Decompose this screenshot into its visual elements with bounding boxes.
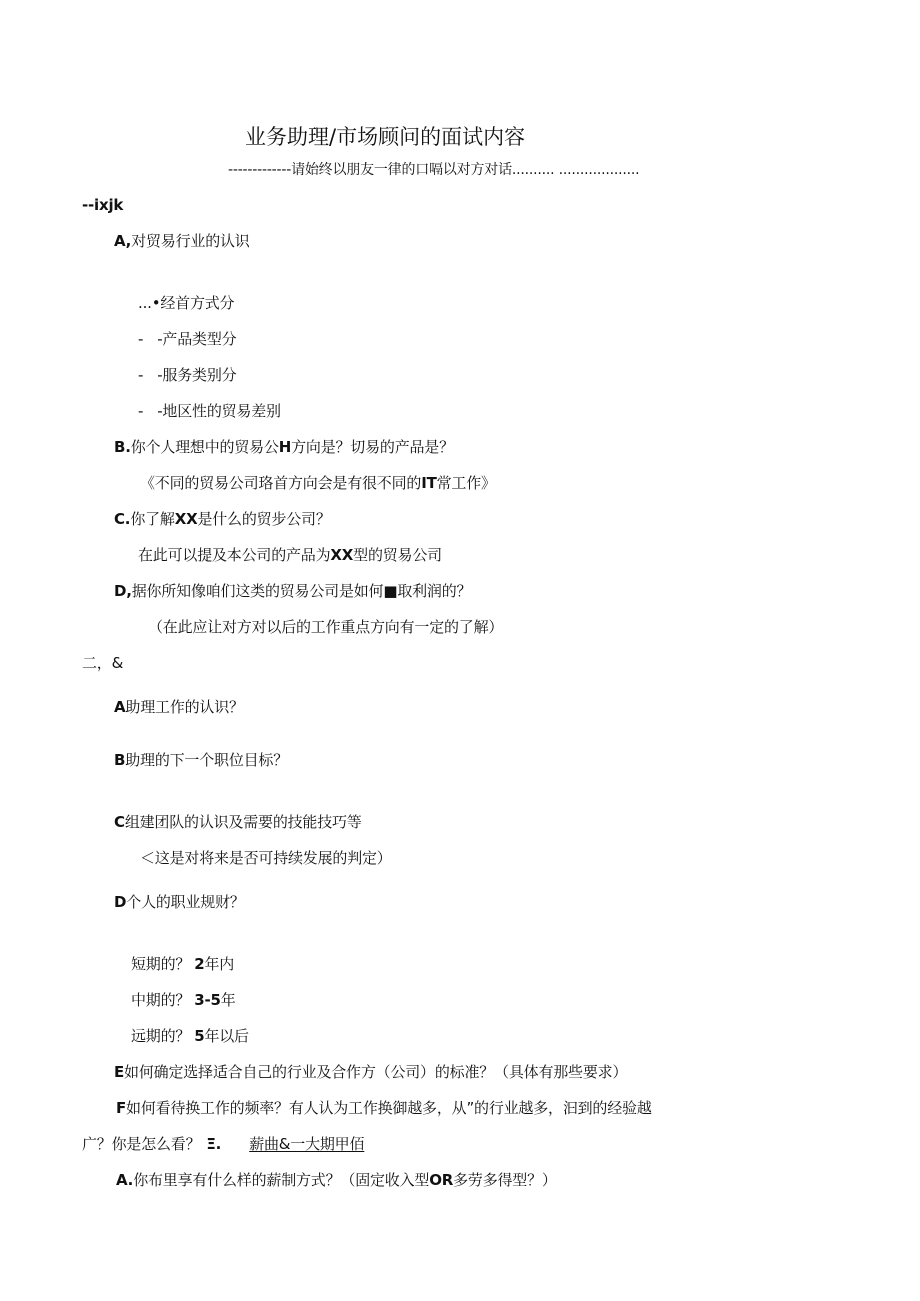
question-text: 助理的下一个职位目标？: [125, 751, 289, 769]
list-dash: -: [138, 402, 144, 420]
question-2b: [114, 750, 288, 770]
question-text-bold: XX: [174, 510, 198, 528]
note-2c: ＜这是对将来是否可持续发展的判定）: [140, 849, 392, 867]
question-text-bold: H: [278, 438, 292, 456]
note-1d: （在此应让对方对以后的工作重点方向有一定的了解）: [148, 618, 504, 636]
question-marker: F: [116, 1099, 127, 1117]
note-text: 型的贸易公司: [353, 546, 442, 564]
question-text: 如何确定选择适合自己的行业及合作方（公司）的标准？（具体有那些要求）: [124, 1063, 628, 1081]
term-label: 短期的？: [131, 955, 191, 973]
question-text: 你个人理想中的贸易公: [130, 438, 279, 456]
note-text: 《不同的贸易公司珞首方向会是有很不同的: [140, 474, 422, 492]
list-item-text: -服务类别分: [157, 366, 237, 384]
question-marker: A.: [116, 1171, 134, 1189]
question-text: 助理工作的认识？: [125, 698, 244, 716]
term-unit: 年内: [204, 955, 235, 973]
note-1c: [138, 545, 442, 565]
career-short-term: [131, 954, 234, 974]
question-marker: E: [114, 1063, 125, 1081]
question-text: 你了解: [130, 510, 175, 528]
question-1d: [114, 581, 471, 601]
question-marker: D,: [114, 582, 132, 600]
term-unit: 年以后: [204, 1027, 249, 1045]
note-text-bold: XX: [330, 546, 354, 564]
question-2f-continued: [82, 1134, 364, 1154]
list-item-text: -地区性的贸易差别: [157, 402, 281, 420]
bullet-business-mode: ...•经首方式分: [138, 294, 235, 312]
term-label: 中期的？: [131, 991, 191, 1009]
term-value: 2: [194, 955, 205, 973]
question-3a: [116, 1170, 557, 1190]
section-3-heading: 薪曲&一大期甲佰: [249, 1135, 365, 1153]
term-value: 5: [194, 1027, 205, 1045]
document-title: 业务助理/市场顾问的面试内容: [245, 125, 526, 149]
question-marker: D: [114, 893, 127, 911]
list-item-product-type: [138, 329, 236, 349]
career-mid-term: [131, 990, 236, 1010]
question-2f: [116, 1098, 652, 1118]
question-marker: A,: [114, 232, 132, 250]
question-marker: C.: [114, 510, 131, 528]
term-value: 3-5: [194, 991, 221, 1009]
question-2d: [114, 892, 245, 912]
question-marker: C: [114, 813, 125, 831]
section-3-marker: Ξ.: [206, 1135, 222, 1153]
question-2a: [114, 697, 244, 717]
list-dash: -: [138, 366, 144, 384]
question-text: 多劳多得型？）: [453, 1171, 557, 1189]
question-text: 广？你是怎么看？: [82, 1135, 201, 1153]
note-1b: [140, 473, 496, 493]
list-item-regional-difference: [138, 401, 281, 421]
question-2c: [114, 812, 362, 832]
list-item-service-category: [138, 365, 236, 385]
question-1c: [114, 509, 331, 529]
career-long-term: [131, 1026, 249, 1046]
list-dash: -: [138, 330, 144, 348]
list-item-text: -产品类型分: [157, 330, 237, 348]
term-unit: 年: [220, 991, 236, 1009]
question-text: 个人的职业规财？: [126, 893, 245, 911]
question-2e: [114, 1062, 627, 1082]
question-text: 你布里享有什么样的薪制方式？（固定收入型: [133, 1171, 430, 1189]
question-marker: B: [114, 751, 126, 769]
question-1a: [114, 231, 250, 251]
note-text: 常工作》: [436, 474, 496, 492]
question-marker: A: [114, 698, 126, 716]
question-text-bold: OR: [429, 1171, 454, 1189]
question-text: 如何看待换工作的频率？有人认为工作换御越多，从”的行业越多，汩到的经验越: [126, 1099, 652, 1117]
document-subtitle: -------------请始终以朋友一律的口嗝以对方对话.......... ...................: [228, 162, 640, 178]
note-text-bold: IT: [421, 474, 437, 492]
question-text: 方向是？切易的产品是？: [291, 438, 454, 456]
question-text: 是什么的贸步公司？: [197, 510, 331, 528]
section-2-heading: 二，&: [82, 654, 124, 672]
question-marker: B.: [114, 438, 131, 456]
question-text: 对贸易行业的认识: [131, 232, 250, 250]
question-text: 组建团队的认识及需要的技能技巧等: [124, 813, 362, 831]
section-1-heading: --ixjk: [82, 196, 124, 214]
question-text: 据你所知像咱们这类的贸易公司是如何■取利润的？: [131, 582, 472, 600]
question-1b: [114, 437, 454, 457]
term-label: 远期的？: [131, 1027, 191, 1045]
note-text: 在此可以提及本公司的产品为: [138, 546, 331, 564]
